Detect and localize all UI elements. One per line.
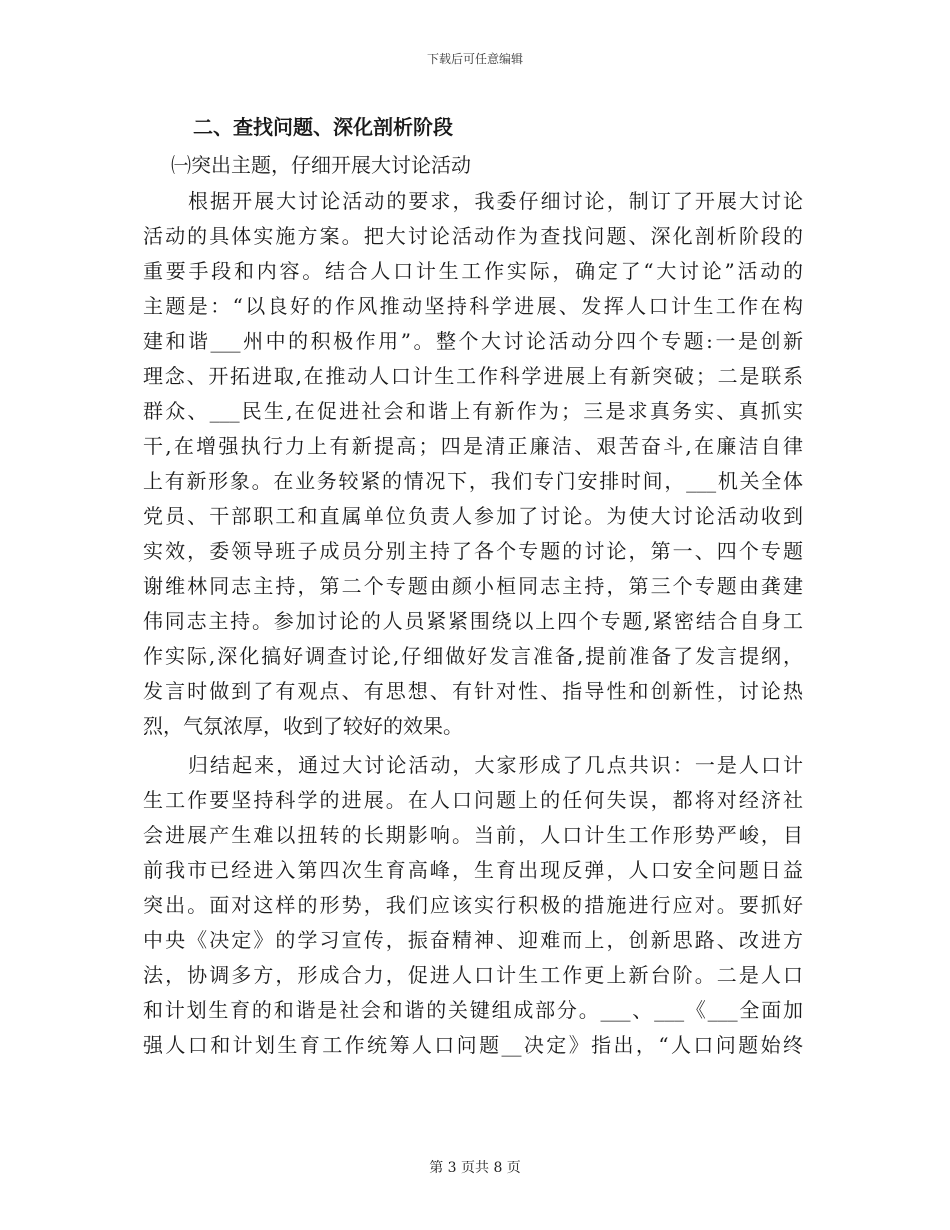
paragraph-line: 谢维林同志主持，第二个专题由颜小桓同志主持，第三个专题由龚建 (143, 574, 803, 598)
paragraph-line: 前我市已经进入第四次生育高峰，生育出现反弹，人口安全问题日益 (143, 858, 803, 882)
paragraph-line: 法，协调多方，形成合力，促进人口计生工作更上新台阶。二是人口 (143, 963, 803, 987)
paragraph-line: 伟同志主持。参加讨论的人员紧紧围绕以上四个专题,紧密结合自身工 (143, 609, 803, 633)
paragraph-line: 主题是：“以良好的作风推动坚持科学进展、发挥人口计生工作在构 (143, 294, 803, 318)
paragraph-line: 上有新形象。在业务较紧的情况下，我们专门安排时间，___机关全体 (143, 469, 803, 493)
paragraph-line: 烈，气氛浓厚，收到了较好的效果。 (143, 714, 463, 738)
paragraphs (143, 184, 803, 1063)
paragraph-line: 理念、开拓进取,在推动人口计生工作科学进展上有新突破；二是联系 (143, 364, 803, 388)
page-footer: 第 3 页共 8 页 (429, 1160, 521, 1176)
document-body (143, 108, 803, 1063)
paragraph-line: 突出。面对这样的形势，我们应该实行积极的措施进行应对。要抓好 (143, 893, 803, 917)
paragraph-line: 根据开展大讨论活动的要求，我委仔细讨论，制订了开展大讨论 (188, 189, 803, 213)
paragraph-line: 党员、干部职工和直属单位负责人参加了讨论。为使大讨论活动收到 (143, 504, 803, 528)
paragraph-line: 中央《决定》的学习宣传，振奋精神、迎难而上，创新思路、改进方 (143, 928, 803, 952)
paragraph-line: 重要手段和内容。结合人口计生工作实际，确定了“大讨论”活动的 (143, 259, 803, 283)
paragraph-line: 建和谐___州中的积极作用”。整个大讨论活动分四个专题:一是创新 (143, 329, 803, 353)
paragraph-line: 会进展产生难以扭转的长期影响。当前，人口计生工作形势严峻，目 (143, 823, 803, 847)
paragraph-line: 和计划生育的和谐是社会和谐的关键组成部分。___、___《___全面加 (143, 998, 803, 1022)
paragraph-line: 干,在增强执行力上有新提高；四是清正廉洁、艰苦奋斗,在廉洁自律 (143, 434, 803, 458)
paragraph-line: 实效，委领导班子成员分别主持了各个专题的讨论，第一、四个专题 (143, 539, 803, 563)
paragraph (143, 184, 803, 744)
paragraph-line: 发言时做到了有观点、有思想、有针对性、指导性和创新性，讨论热 (143, 679, 803, 703)
paragraph-line: 生工作要坚持科学的进展。在人口问题上的任何失误，都将对经济社 (143, 788, 803, 812)
paragraph-line: 归结起来，通过大讨论活动，大家形成了几点共识：一是人口计 (188, 753, 803, 777)
page-header: 下载后可任意编辑 (426, 52, 523, 66)
subsection-title: ㈠突出主题，仔细开展大讨论活动 (171, 153, 471, 177)
paragraph-line: 作实际,深化搞好调查讨论,仔细做好发言准备,提前准备了发言提纲， (143, 644, 803, 668)
section-title: 二、查找问题、深化剖析阶段 (193, 115, 453, 139)
paragraph-line: 群众、___民生,在促进社会和谐上有新作为；三是求真务实、真抓实 (143, 399, 803, 423)
paragraph (143, 748, 803, 1063)
paragraph-line: 活动的具体实施方案。把大讨论活动作为查找问题、深化剖析阶段的 (143, 224, 803, 248)
paragraph-line: 强人口和计划生育工作统筹人口问题__决定》指出，“人口问题始终 (143, 1033, 803, 1057)
